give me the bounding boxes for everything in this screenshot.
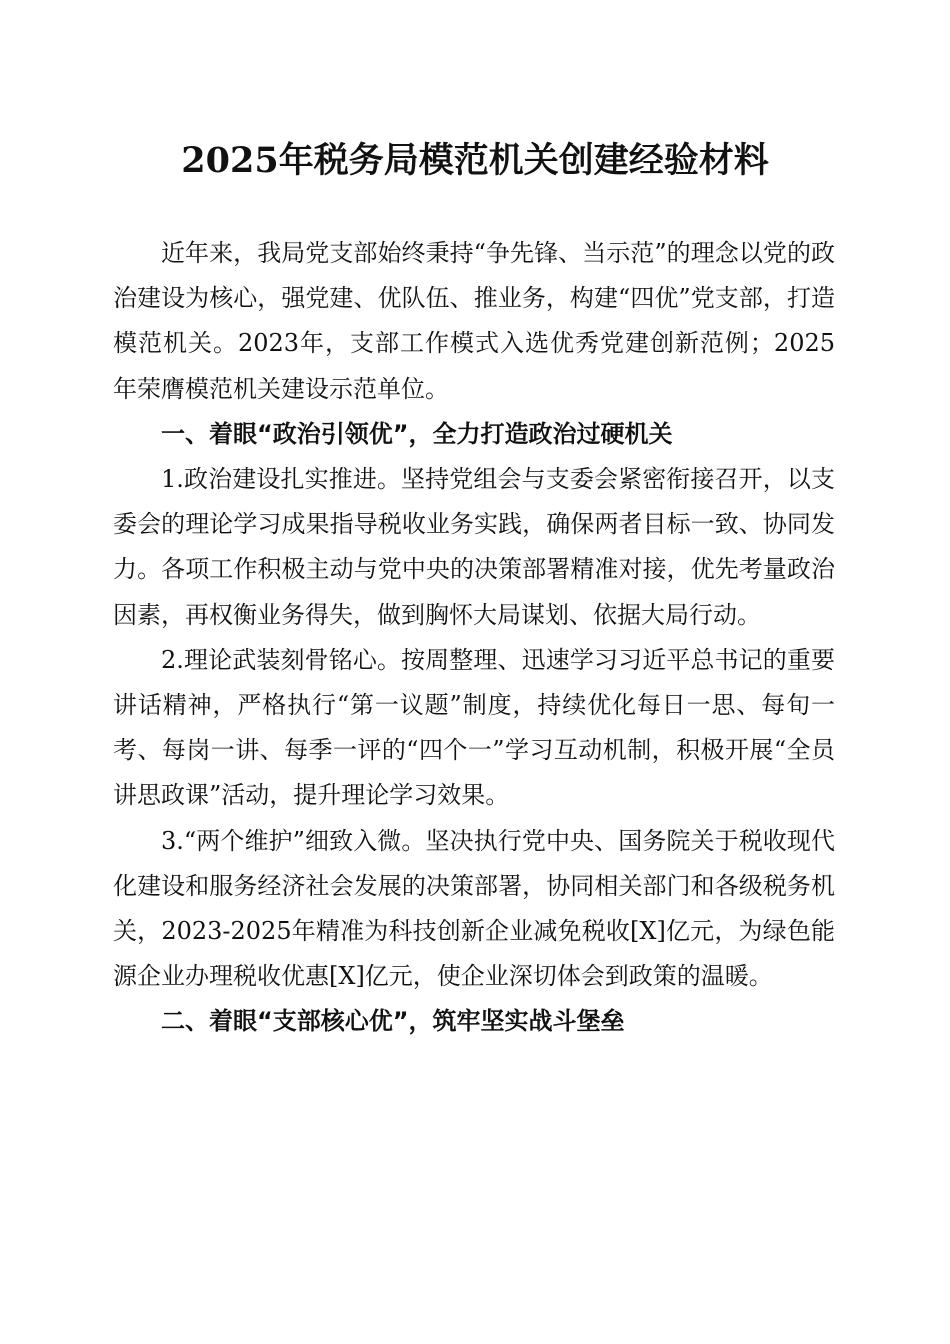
intro-paragraph: 近年来，我局党支部始终秉持“争先锋、当示范”的理念以党的政治建设为核心，强党建、优队伍、推业务，构建“四优”党支部，打造模范机关。2023年，支部工作模式入选优秀党建创新范例；2025年荣膺模范机关建设示范单位。 (113, 239, 835, 403)
section-1-heading: 一、着眼“政治引领优”，全力打造政治过硬机关 (161, 419, 673, 448)
document-body (113, 231, 835, 1045)
section-1-item-2: 2.理论武装刻骨铭心。按周整理、迅速学习习近平总书记的重要讲话精神，严格执行“第一议题”制度，持续优化每日一思、每旬一考、每岗一讲、每季一评的“四个一”学习互动机制，积极开展“全员讲思政课”活动，提升理论学习效果。 (113, 645, 835, 810)
document-title: 2025年税务局模范机关创建经验材料 (181, 140, 769, 181)
section-1-item-3: 3.“两个维护”细致入微。坚决执行党中央、国务院关于税收现代化建设和服务经济社会发展的决策部署，协同相关部门和各级税务机关，2023-2025年精准为科技创新企业减免税收[X]亿元，为绿色能源企业办理税收优惠[X]亿元，使企业深切体会到政策的温暖。 (113, 826, 835, 991)
section-1-item-1: 1.政治建设扎实推进。坚持党组会与支委会紧密衔接召开，以支委会的理论学习成果指导税收业务实践，确保两者目标一致、协同发力。各项工作积极主动与党中央的决策部署精准对接，优先考量政治因素，再权衡业务得失，做到胸怀大局谋划、依据大局行动。 (113, 465, 835, 629)
section-2-heading: 二、着眼“支部核心优”，筑牢坚实战斗堡垒 (161, 1007, 625, 1036)
